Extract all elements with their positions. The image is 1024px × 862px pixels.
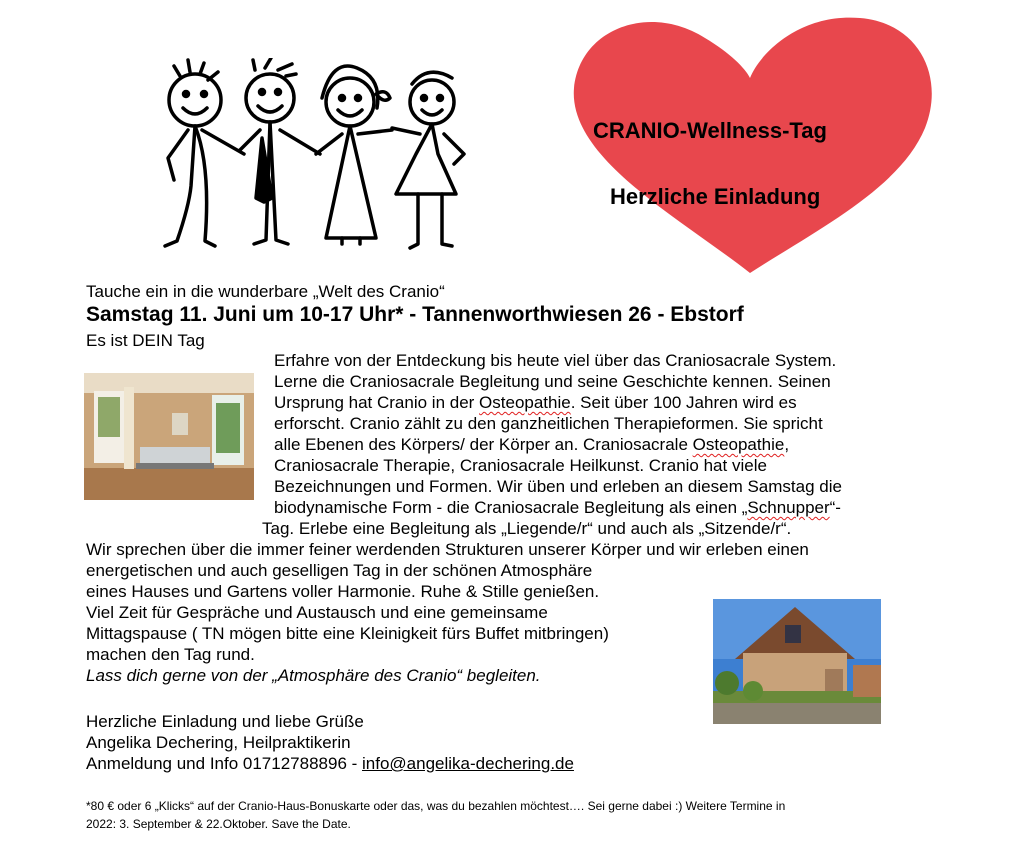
spellcheck-word: Osteopathie — [692, 435, 785, 454]
stick-figure-2 — [240, 58, 320, 244]
text-line-8: biodynamische Form - die Craniosacrale Begleitung als einen „Schnupper“- — [274, 498, 841, 517]
text-line-1: Erfahre von der Entdeckung bis heute viel über das Craniosacrale System. — [274, 351, 837, 370]
email-link[interactable]: info@angelika-dechering.de — [362, 754, 574, 773]
text-line-13: Viel Zeit für Gespräche und Austausch und eine gemeinsame — [86, 603, 548, 622]
contact-phone-text: Anmeldung und Info 01712788896 - — [86, 754, 363, 773]
stick-figure-3 — [316, 66, 392, 244]
text-line-9: Tag. Erlebe eine Begleitung als „Liegende/r“ und auch als „Sitzende/r“. — [262, 519, 792, 538]
author-name: Angelika Dechering, Heilpraktikerin — [86, 733, 351, 752]
footnote-line-2: 2022: 3. September & 22.Oktober. Save the Date. — [86, 817, 351, 831]
dein-tag-text: Es ist DEIN Tag — [86, 331, 205, 350]
closing-italic-line: Lass dich gerne von der „Atmosphäre des Cranio“ begleiten. — [86, 666, 541, 685]
spellcheck-word: Schnupper — [747, 498, 830, 517]
text-line-12: eines Hauses und Gartens voller Harmonie. Ruhe & Stille genießen. — [86, 582, 600, 601]
heart-fill — [574, 18, 932, 273]
text-line-14: Mittagspause ( TN mögen bitte eine Kleinigkeit fürs Buffet mitbringen) — [86, 624, 609, 643]
text-line-4: erforscht. Cranio zählt zu den ganzheitlichen Therapieformen. Sie spricht — [274, 414, 823, 433]
greeting-line: Herzliche Einladung und liebe Grüße — [86, 712, 364, 731]
event-headline: Samstag 11. Juni um 10-17 Uhr* - Tannenworthwiesen 26 - Ebstorf — [86, 303, 744, 326]
stick-figure-4 — [392, 72, 464, 248]
contact-line — [86, 754, 574, 774]
text-line-11: energetischen und auch geselligen Tag in der schönen Atmosphäre — [86, 561, 593, 580]
event-subtitle: Herzliche Einladung — [610, 184, 821, 209]
text-line-5: alle Ebenen des Körpers/ der Körper an. Craniosacrale Osteopathie, — [274, 435, 790, 454]
stick-figures-illustration — [150, 58, 480, 258]
footnote-line-1: *80 € oder 6 „Klicks“ auf der Cranio-Haus-Bonuskarte oder das, was du bezahlen möchtest…. Sei gerne dabei :) Weitere Termine in — [86, 799, 786, 813]
text-line-6: Craniosacrale Therapie, Craniosacrale Heilkunst. Cranio hat viele — [274, 456, 767, 475]
event-title: CRANIO-Wellness-Tag — [593, 118, 827, 143]
room-photo — [84, 373, 254, 500]
intro-text: Tauche ein in die wunderbare „Welt des Cranio“ — [86, 282, 445, 301]
text-line-2: Lerne die Craniosacrale Begleitung und seine Geschichte kennen. Seinen — [274, 372, 831, 391]
spellcheck-word: Osteopathie — [479, 393, 571, 412]
stick-figure-1 — [165, 60, 244, 246]
house-photo — [713, 599, 881, 724]
text-line-7: Bezeichnungen und Formen. Wir üben und erleben an diesem Samstag die — [274, 477, 842, 496]
text-line-15: machen den Tag rund. — [86, 645, 255, 664]
text-line-10: Wir sprechen über die immer feiner werdenden Strukturen unserer Körper und wir erleben einen — [86, 540, 809, 559]
heart-shape — [560, 8, 940, 283]
text-line-3: Ursprung hat Cranio in der Osteopathie. Seit über 100 Jahren wird es — [274, 393, 797, 412]
